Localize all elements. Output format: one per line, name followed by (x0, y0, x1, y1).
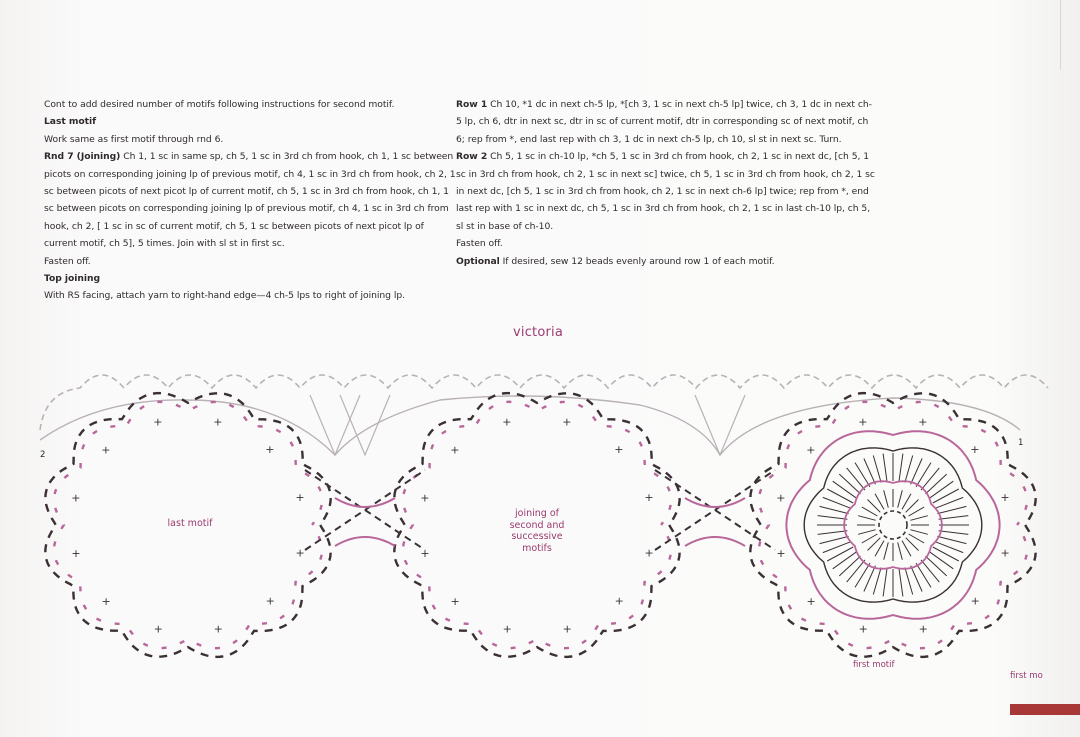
joining-picot (685, 498, 745, 546)
joining-cross (655, 470, 775, 550)
instruction-text: Fasten off. (456, 238, 503, 250)
sc-stitch-mark: + (450, 443, 460, 457)
dc-stitch (905, 568, 913, 595)
center-stitch (910, 530, 927, 535)
dc-stitch (839, 556, 860, 576)
center-stitch (862, 507, 878, 516)
dc-stitch (847, 468, 865, 490)
dc-stitch (930, 552, 954, 569)
dc-stitch (847, 560, 865, 582)
sc-stitch-mark: + (806, 443, 816, 457)
center-stitch (910, 516, 927, 521)
center-stitch (909, 534, 925, 543)
sc-stitch-mark: + (562, 415, 572, 429)
outer-chain-round (750, 393, 1035, 657)
sc-stitch-mark: + (213, 415, 223, 429)
dc-stitch (926, 474, 947, 494)
sc-stitch-mark: + (614, 594, 624, 608)
dc-stitch (921, 560, 939, 582)
sc-stitch-mark: + (644, 491, 654, 505)
dc-stitch (921, 468, 939, 490)
dc-stitch (883, 454, 887, 482)
dc-stitch (905, 456, 913, 483)
dtr-group (695, 395, 745, 455)
dc-stitch (939, 531, 969, 535)
top-picot-row (40, 375, 1048, 430)
center-stitch (858, 530, 875, 535)
center-stitch (898, 490, 903, 507)
dc-stitch (820, 506, 849, 513)
sc-stitch-mark: + (806, 594, 816, 608)
instruction-text: Cont to add desired number of motifs following instructions for second motif. (44, 99, 395, 110)
sc-stitch-mark: + (213, 622, 223, 636)
instruction-text: Work same as first motif through rnd 6. (44, 133, 224, 145)
dc-stitch (833, 481, 857, 498)
sc-stitch-mark: + (101, 594, 111, 608)
instruction-text: If desired, sew 12 beads evenly around row 1 of each motif. (499, 255, 775, 267)
sc-stitch-mark: + (71, 491, 81, 505)
optional-label: Optional (456, 255, 500, 267)
sc-stitch-mark: + (970, 594, 980, 608)
center-stitch (862, 534, 878, 543)
dc-stitch (939, 516, 969, 520)
sc-stitch-mark: + (420, 546, 430, 560)
instruction-text: Ch 1, 1 sc in same sp, ch 5, 1 sc in 3rd ch from hook, ch 1, 1 sc between picots on corresponding joining lp of previous motif, ch 4, 1 sc in 3rd ch from hook, ch 2, 1 sc between picots of next picot lp of current motif, ch 5, 1 sc in 3rd ch from hook, ch 1, 1 sc between picots on corresponding joining lp of previous motif, ch 4, 1 sc in 3rd ch from hook, ch 2, [ 1 sc in sc of current motif, ch 5, 1 sc between picots of next picot lp of current motif, ch 5], 5 times. Join with sl st in first sc. (44, 151, 456, 250)
sc-stitch-mark: + (858, 622, 868, 636)
sc-stitch-mark: + (614, 443, 624, 457)
dc-stitch (820, 536, 849, 543)
joining-motifs-label: joining of second and successive motifs (509, 508, 565, 554)
instruction-text: Ch 5, 1 sc in ch-10 lp, *ch 5, 1 sc in 3rd ch from hook, ch 2, 1 sc in next dc, [ch 5, 1 sc in 3rd ch from hook, ch 2, 1 sc in next sc] twice, ch 5, 1 sc in 3rd ch from hook, ch 2, 1 sc in next dc, [ch 5, 1 sc in 3rd ch from hook, ch 2, 1 sc in next ch-6 lp] twice; rep from *, end last rep with 1 sc in next dc, ch 5, 1 sc in 3rd ch from hook, ch 2, 1 sc in last ch-10 lp, ch 5, sl st in base of ch-10. (456, 151, 875, 232)
sc-stitch-mark: + (776, 491, 786, 505)
center-stitch (868, 538, 881, 551)
sc-stitch-mark: + (71, 546, 81, 560)
sc-stitch-mark: + (776, 546, 786, 560)
row-number-1: 1 (1018, 438, 1024, 448)
sc-stitch-mark: + (295, 546, 305, 560)
first-motif-label: first motif (853, 660, 895, 670)
section-heading: Last motif (44, 116, 97, 128)
dc-stitch (937, 536, 966, 543)
sc-stitch-mark: + (502, 415, 512, 429)
sc-stitch-mark: + (420, 491, 430, 505)
center-stitch (909, 507, 925, 516)
joining-cross (305, 470, 425, 550)
dc-stitch (873, 568, 881, 595)
instruction-text: Ch 10, *1 dc in next ch-5 lp, *[ch 3, 1 sc in next ch-5 lp] twice, ch 3, 1 dc in next ch-5 lp, ch 6, dtr in next sc, dtr in sc of current motif, dtr in corresponding sc of next motif, ch 6; rep from *, end last rep with ch 3, 1 dc in next ch-5 lp, ch 10, sl st in next sc. Turn. (456, 99, 872, 145)
sc-stitch-mark: + (153, 622, 163, 636)
first-motif-edge-label: first mo (1010, 671, 1043, 681)
dc-stitch (873, 456, 881, 483)
top-joining-arches (40, 375, 1048, 455)
row-number-2: 2 (40, 450, 46, 460)
center-stitch (858, 516, 875, 521)
sc-stitch-mark: + (858, 415, 868, 429)
row-label: Row 2 (456, 151, 488, 163)
dc-stitch (937, 506, 966, 513)
center-stitch (898, 542, 903, 559)
center-stitch (902, 494, 911, 510)
dc-stitch (899, 454, 903, 482)
sc-stitch-mark: + (265, 594, 275, 608)
sc-stitch-mark: + (644, 546, 654, 560)
instructions-right-column (456, 96, 876, 270)
center-stitch (875, 541, 884, 557)
dc-stitch (899, 569, 903, 597)
sc-stitch-mark: + (265, 443, 275, 457)
center-ring (879, 511, 907, 539)
center-stitch (884, 490, 889, 507)
sc-stitch-mark: + (1000, 491, 1010, 505)
dc-stitch (926, 556, 947, 576)
sc-stitch-mark: + (101, 443, 111, 457)
center-stitch (902, 541, 911, 557)
dc-stitch (818, 531, 848, 535)
pattern-title: victoria (512, 325, 564, 340)
center-stitch (875, 494, 884, 510)
section-heading: Top joining (44, 273, 101, 285)
last-motif-label: last motif (167, 518, 213, 529)
sc-stitch-mark: + (970, 443, 980, 457)
sc-stitch-mark: + (153, 415, 163, 429)
sc-stitch-mark: + (450, 594, 460, 608)
instruction-text: With RS facing, attach yarn to right-hand edge—4 ch-5 lps to right of joining lp. (44, 290, 405, 302)
row-label: Row 1 (456, 99, 488, 110)
dc-stitch (930, 481, 954, 498)
top-chain-row (40, 396, 1020, 455)
joining-picot (335, 498, 395, 546)
page-edge-line (1060, 0, 1061, 70)
center-stitch (884, 542, 889, 559)
sc-stitch-mark: + (295, 491, 305, 505)
dc-stitch (833, 552, 857, 569)
sc-stitch-mark: + (918, 622, 928, 636)
sc-stitch-mark: + (502, 622, 512, 636)
sc-stitch-mark: + (1000, 546, 1010, 560)
picot-round (759, 402, 1027, 648)
sc-stitch-mark: + (562, 622, 572, 636)
center-stitch (906, 500, 919, 513)
first-motif (750, 393, 1035, 657)
instructions-left-column (44, 96, 456, 305)
round-label: Rnd 7 (Joining) (44, 151, 121, 163)
instruction-text: Fasten off. (44, 255, 91, 267)
center-stitch (868, 500, 881, 513)
dc-stitch (883, 569, 887, 597)
dc-stitch (818, 516, 848, 520)
sc-stitch-mark: + (918, 415, 928, 429)
page-corner-mark (1010, 704, 1080, 715)
center-stitch (906, 538, 919, 551)
dc-stitch (839, 474, 860, 494)
